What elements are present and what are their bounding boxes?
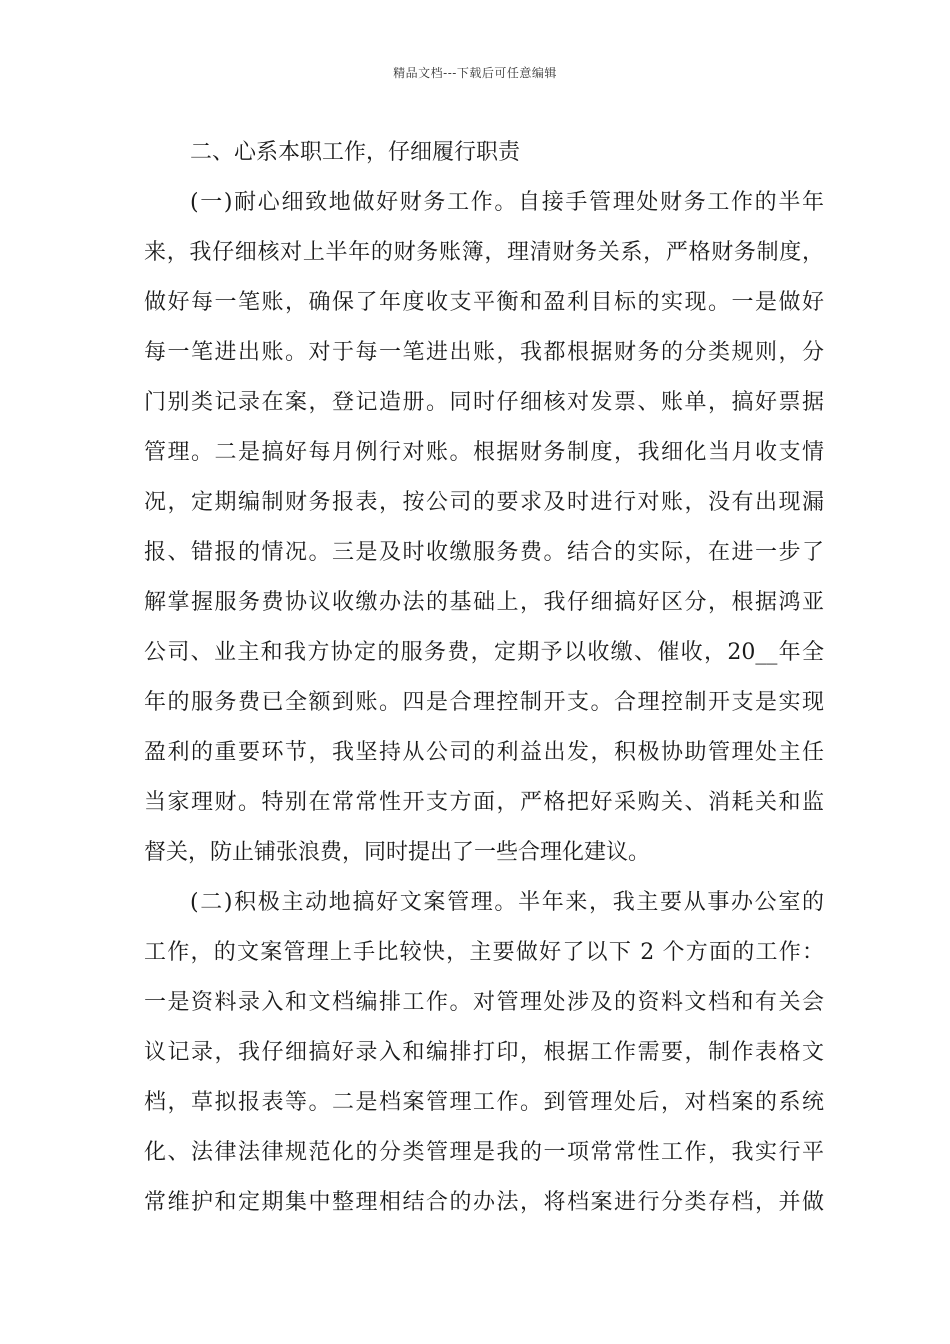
text-line: 公司、业主和我方协定的服务费，定期予以收缴、催收，20__年全: [144, 640, 824, 665]
text-line: 报、错报的情况。三是及时收缴服务费。结合的实际，在进一步了: [144, 540, 824, 565]
text-line: 况，定期编制财务报表，按公司的要求及时进行对账，没有出现漏: [144, 490, 824, 515]
page-header: 精品文档---下载后可任意编辑: [393, 66, 557, 80]
text-line: 档，草拟报表等。二是档案管理工作。到管理处后，对档案的系统: [144, 1090, 824, 1115]
paragraph-finance: [144, 178, 824, 878]
text-line: 做好每一笔账，确保了年度收支平衡和盈利目标的实现。一是做好: [144, 290, 824, 315]
text-line: 解掌握服务费协议收缴办法的基础上，我仔细搞好区分，根据鸿亚: [144, 590, 824, 615]
text-line: 年的服务费已全额到账。四是合理控制开支。合理控制开支是实现: [144, 690, 824, 715]
document-body: [144, 128, 824, 1228]
text-line: 管理。二是搞好每月例行对账。根据财务制度，我细化当月收支情: [144, 440, 824, 465]
text-line: 议记录，我仔细搞好录入和编排打印，根据工作需要，制作表格文: [144, 1040, 824, 1065]
section-heading: 二、心系本职工作，仔细履行职责: [190, 140, 521, 165]
text-line: 盈利的重要环节，我坚持从公司的利益出发，积极协助管理处主任: [144, 740, 824, 765]
text-line: 常维护和定期集中整理相结合的办法，将档案进行分类存档，并做: [144, 1190, 824, 1215]
text-line: 每一笔进出账。对于每一笔进出账，我都根据财务的分类规则，分: [144, 340, 824, 365]
text-line: 一是资料录入和文档编排工作。对管理处涉及的资料文档和有关会: [144, 990, 824, 1015]
text-line: 化、法律法律规范化的分类管理是我的一项常常性工作，我实行平: [144, 1140, 824, 1165]
paragraph-documents: [144, 878, 824, 1228]
text-line: 工作，的文案管理上手比较快，主要做好了以下 2 个方面的工作：: [144, 940, 824, 965]
text-line: 门别类记录在案，登记造册。同时仔细核对发票、账单，搞好票据: [144, 390, 824, 415]
text-line: (一)耐心细致地做好财务工作。自接手管理处财务工作的半年: [190, 190, 824, 215]
text-line: (二)积极主动地搞好文案管理。半年来，我主要从事办公室的: [190, 890, 824, 915]
text-line: 督关，防止铺张浪费，同时提出了一些合理化建议。: [144, 840, 651, 865]
text-line: 来，我仔细核对上半年的财务账簿，理清财务关系，严格财务制度，: [144, 240, 824, 265]
text-line: 当家理财。特别在常常性开支方面，严格把好采购关、消耗关和监: [144, 790, 824, 815]
